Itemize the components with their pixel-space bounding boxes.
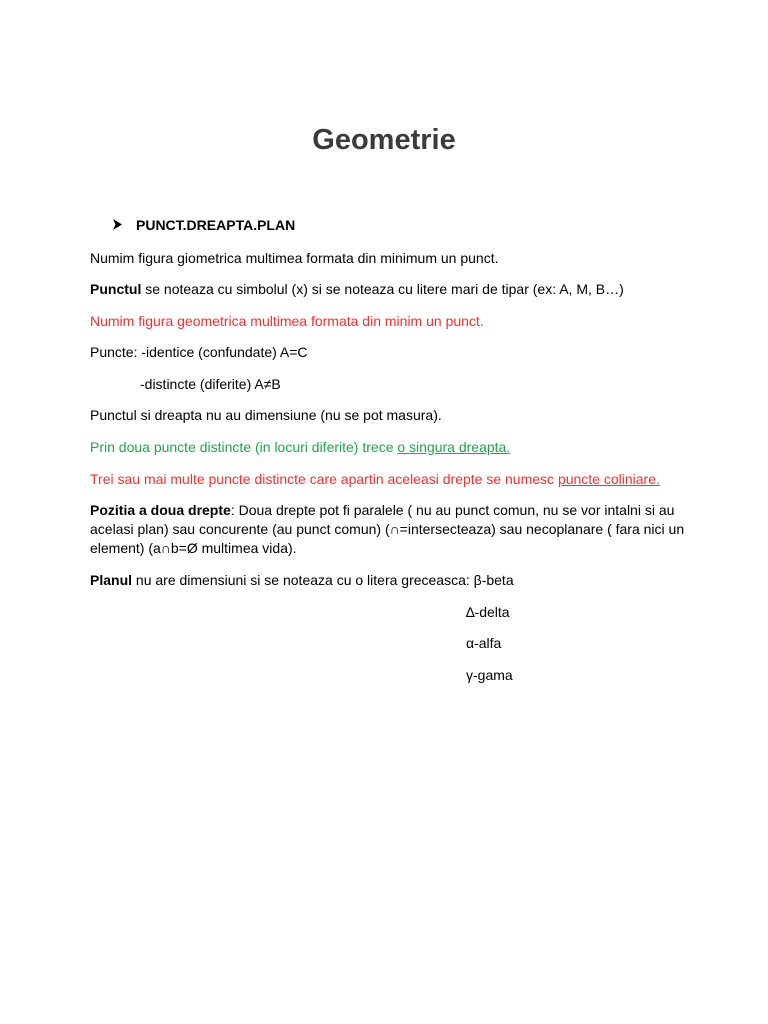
section-heading-text: PUNCT.DREAPTA.PLAN	[136, 217, 296, 233]
greek-delta-text: ∆-delta	[466, 604, 510, 620]
page-title: Geometrie	[312, 124, 456, 156]
paragraph-definition-text: Numim figura giometrica multimea formata din minimum un punct.	[90, 250, 499, 266]
paragraph-green-dreapta	[90, 438, 690, 457]
punctul-description: se noteaza cu simbolul (x) si se noteaza cu litere mari de tipar (ex: A, M, B…)	[141, 281, 624, 297]
paragraph-definition	[90, 249, 690, 268]
green-dreapta-text: Prin doua puncte distincte (in locuri diferite) trece	[90, 439, 398, 455]
greek-delta	[466, 603, 510, 622]
red-coliniare-text: Trei sau mai multe puncte distincte care apartin aceleasi drepte se numesc	[90, 471, 558, 487]
green-dreapta-underlined: o singura dreapta.	[397, 439, 511, 455]
red-coliniare-underlined: puncte coliniare.	[557, 471, 660, 487]
paragraph-puncte-identice	[90, 343, 690, 362]
paragraph-punctul	[90, 280, 690, 299]
arrowhead-bullet-icon	[112, 218, 136, 233]
puncte-distincte-text: -distincte (diferite) A≠B	[140, 376, 281, 392]
section-heading	[112, 217, 295, 233]
planul-bold-term: Planul	[90, 572, 133, 588]
puncte-identice-text: Puncte: -identice (confundate) A=C	[90, 344, 308, 360]
paragraph-red-definition	[90, 312, 690, 331]
paragraph-dimensiune	[90, 406, 690, 425]
arrowhead-bullet-icon-svg	[112, 219, 123, 230]
greek-alpha	[466, 634, 501, 653]
punctul-bold-term: Punctul	[90, 281, 142, 297]
greek-gamma	[466, 666, 513, 685]
dimensiune-text: Punctul si dreapta nu au dimensiune (nu se pot masura).	[90, 407, 442, 423]
greek-gamma-text: γ-gama	[466, 667, 513, 683]
paragraph-red-coliniare	[90, 470, 690, 489]
greek-alpha-text: α-alfa	[466, 635, 502, 651]
planul-description: nu are dimensiuni si se noteaza cu o litera greceasca: β-beta	[132, 572, 514, 588]
pozitia-bold-term: Pozitia a doua drepte	[90, 502, 231, 518]
red-definition-text: Numim figura geometrica multimea formata din minim un punct.	[90, 313, 484, 329]
pozitia-description: : Doua drepte pot fi paralele ( nu au punct comun, nu se vor intalni si au acelasi plan) sau concurente (au punct comun) (∩=intersecteaza) sau necoplanare ( fara nici un element) (a∩b=Ø multimea vida).	[90, 502, 685, 556]
paragraph-planul	[90, 571, 690, 590]
paragraph-pozitia-drepte	[90, 501, 690, 558]
paragraph-puncte-distincte	[140, 375, 281, 394]
